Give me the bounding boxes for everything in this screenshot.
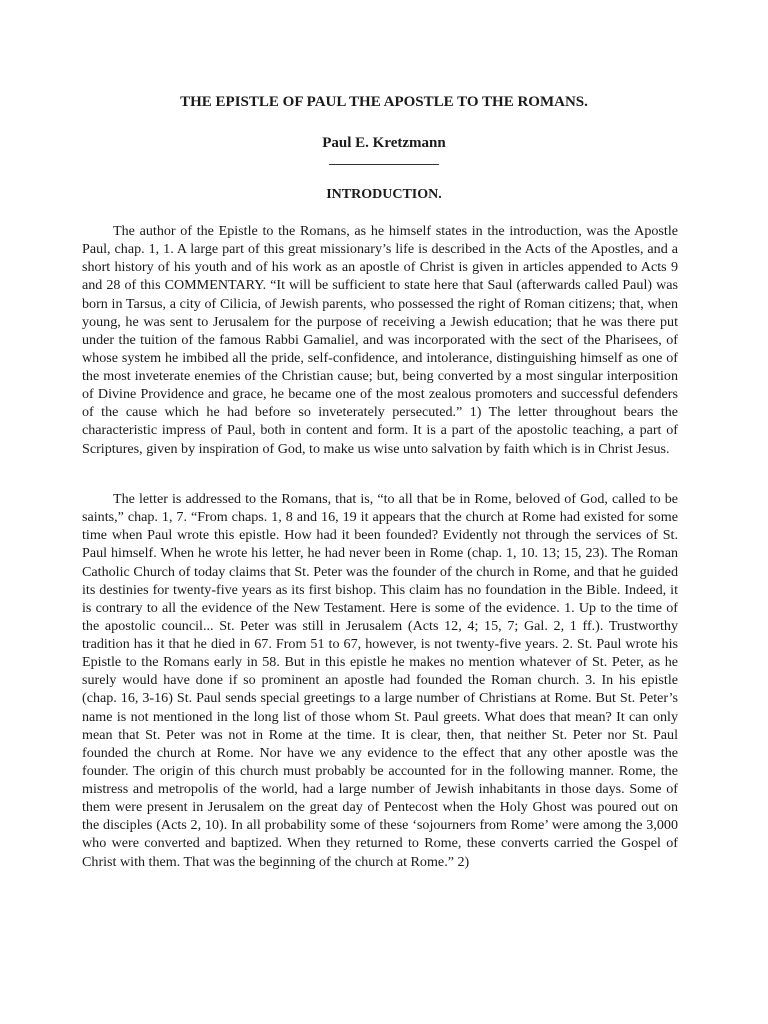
section-heading: INTRODUCTION.: [326, 187, 442, 202]
paragraph: The letter is addressed to the Romans, that is, “to all that be in Rome, beloved of God, called to be saints,” chap. 1, 7. “From chaps. 1, 8 and 16, 19 it appears that the church at Rome had existed for some time when Paul wrote this epistle. How had it been founded? Evidently not through the services of St. Paul himself. When he wrote his letter, he had never been in Rome (chap. 1, 10. 13; 15, 23). The Roman Catholic Church of today claims that St. Peter was the founder of the church in Rome, and that he guided its destinies for twenty-five years as its first bishop. This claim has no foundation in the Bible. Indeed, it is contrary to all the evidence of the New Testament. Here is some of the evidence. 1. Up to the time of the apostolic council... St. Peter was still in Jerusalem (Acts 12, 4; 15, 7; Gal. 2, 1 ff.). Trustworthy tradition has it that he died in 67. From 51 to 67, however, is not twenty-five years. 2. St. Paul wrote his Epistle to the Romans early in 58. But in this epistle he makes no mention whatever of St. Peter, as he surely would have done if so prominent an apostle had founded the Roman church. 3. In his epistle (chap. 16, 3-16) St. Paul sends special greetings to a large number of Christians at Rome. But St. Peter’s name is not mentioned in the long list of those whom St. Paul greets. What does that mean? It can only mean that St. Peter was not in Rome at the time. It is clear, then, that neither St. Peter nor St. Paul founded the church at Rome. Nor have we any evidence to the effect that any other apostle was the founder. The origin of this church must probably be accounted for in the following manner. Rome, the mistress and metropolis of the world, had a large number of Jewish inhabitants in those days. Some of them were present in Jerusalem on the great day of Pentecost when the Holy Ghost was poured out on the disciples (Acts 2, 10). In all probability some of these ‘sojourners from Rome’ were among the 3,000 who were converted and baptized. When they returned to Rome, these converts carried the Gospel of Christ with them. That was the beginning of the church at Rome.” 2): [82, 491, 678, 870]
author-name: Paul E. Kretzmann: [322, 135, 446, 151]
document-title: THE EPISTLE OF PAUL THE APOSTLE TO THE ROMANS.: [180, 94, 588, 110]
title-divider: [329, 164, 439, 165]
paragraph: The author of the Epistle to the Romans, as he himself states in the introduction, was the Apostle Paul, chap. 1, 1. A large part of this great missionary’s life is described in the Acts of the Apostles, and a short history of his youth and of his work as an apostle of Christ is given in articles appended to Acts 9 and 28 of this COMMENTARY. “It will be sufficient to state here that Saul (afterwards called Paul) was born in Tarsus, a city of Cilicia, of Jewish parents, who possessed the right of Roman citizens; that, when young, he was sent to Jerusalem for the purpose of receiving a Jewish education; that he was there put under the tuition of the famous Rabbi Gamaliel, and was incorporated with the sect of the Pharisees, of whose system he imbibed all the pride, self-confidence, and intolerance, distinguishing himself as one of the most inveterate enemies of the Christian cause; but, being converted by a most singular interposition of Divine Providence and grace, he became one of the most zealous promoters and successful defenders of the cause which he had before so inveterately persecuted.” 1) The letter throughout bears the characteristic impress of Paul, both in content and form. It is a part of the apostolic teaching, a part of Scriptures, given by inspiration of God, to make us wise unto salvation by faith which is in Christ Jesus.: [82, 223, 678, 457]
